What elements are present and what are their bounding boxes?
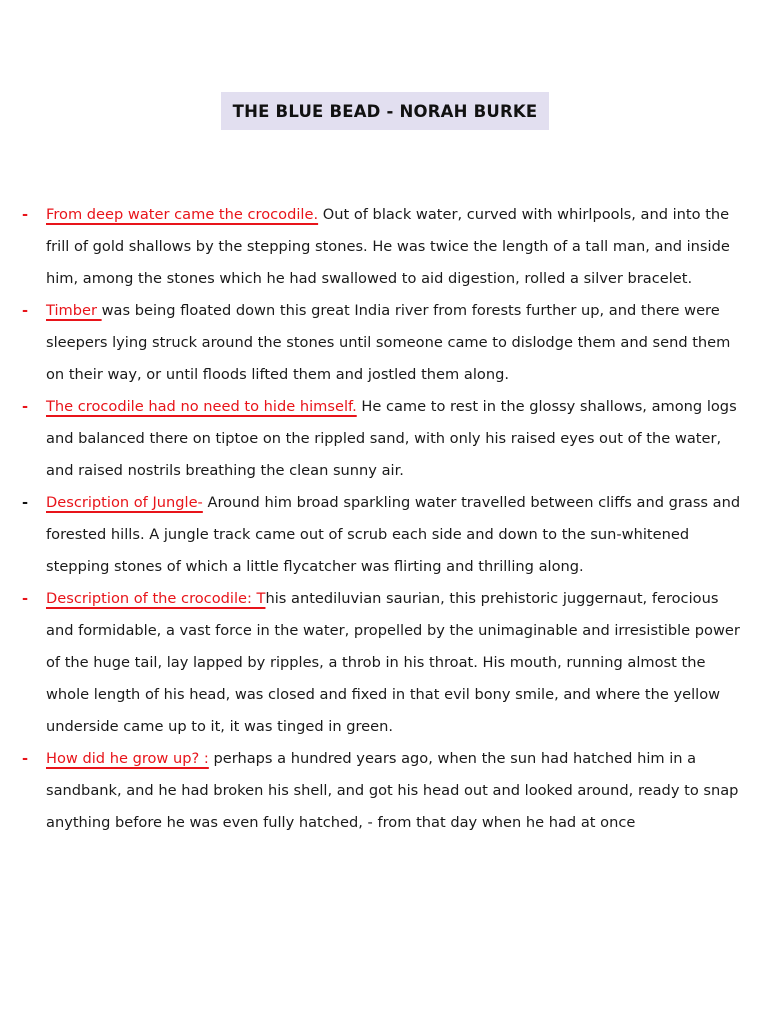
note-heading: Description of Jungle- [46,494,203,511]
note-heading: From deep water came the crocodile. [46,206,319,223]
bullet-dash: - [22,494,29,511]
note-body: Out of black water, curved with whirlpools, and into the frill of gold shallows by the stepping stones. He was twice the length of a tall man, and inside him, among the stones which he had swallowed to aid digestion, rolled a silver bracelet. [46,206,730,287]
note-item [20,391,750,487]
bullet-dash: - [22,302,29,319]
note-item [20,295,750,391]
bullet-dash: - [22,590,29,607]
notes-list [20,199,750,839]
document-title: THE BLUE BEAD - NORAH BURKE [232,101,538,121]
note-heading: Timber [46,302,102,319]
note-heading: Description of the crocodile: T [46,590,266,607]
title-banner [221,92,549,130]
note-heading: The crocodile had no need to hide himself. [46,398,357,415]
note-body: Around him broad sparkling water travelled between cliffs and grass and forested hills. A jungle track came out of scrub each side and down to the sun-whitened stepping stones of which a little flycatcher was flirting and thrilling along. [46,494,741,575]
note-item [20,487,750,583]
bullet-dash: - [22,750,29,767]
note-body: perhaps a hundred years ago, when the sun had hatched him in a sandbank, and he had broken his shell, and got his head out and looked around, ready to snap anything before he was even fully hatched, - from that day when he had at once [46,750,739,831]
note-item [20,743,750,839]
note-body: He came to rest in the glossy shallows, among logs and balanced there on tiptoe on the rippled sand, with only his raised eyes out of the water, and raised nostrils breathing the clean sunny air. [46,398,737,479]
note-body: his antediluvian saurian, this prehistoric juggernaut, ferocious and formidable, a vast force in the water, propelled by the unimaginable and irresistible power of the huge tail, lay lapped by ripples, a throb in his throat. His mouth, running almost the whole length of his head, was closed and fixed in that evil bony smile, and where the yellow underside came up to it, it was tinged in green. [46,590,740,735]
note-item [20,199,750,295]
bullet-dash: - [22,398,29,415]
note-body: was being floated down this great India river from forests further up, and there were sleepers lying struck around the stones until someone came to dislodge them and send them on their way, or until floods lifted them and jostled them along. [46,302,731,383]
note-item [20,583,750,743]
bullet-dash: - [22,206,29,223]
note-heading: How did he grow up? : [46,750,209,767]
